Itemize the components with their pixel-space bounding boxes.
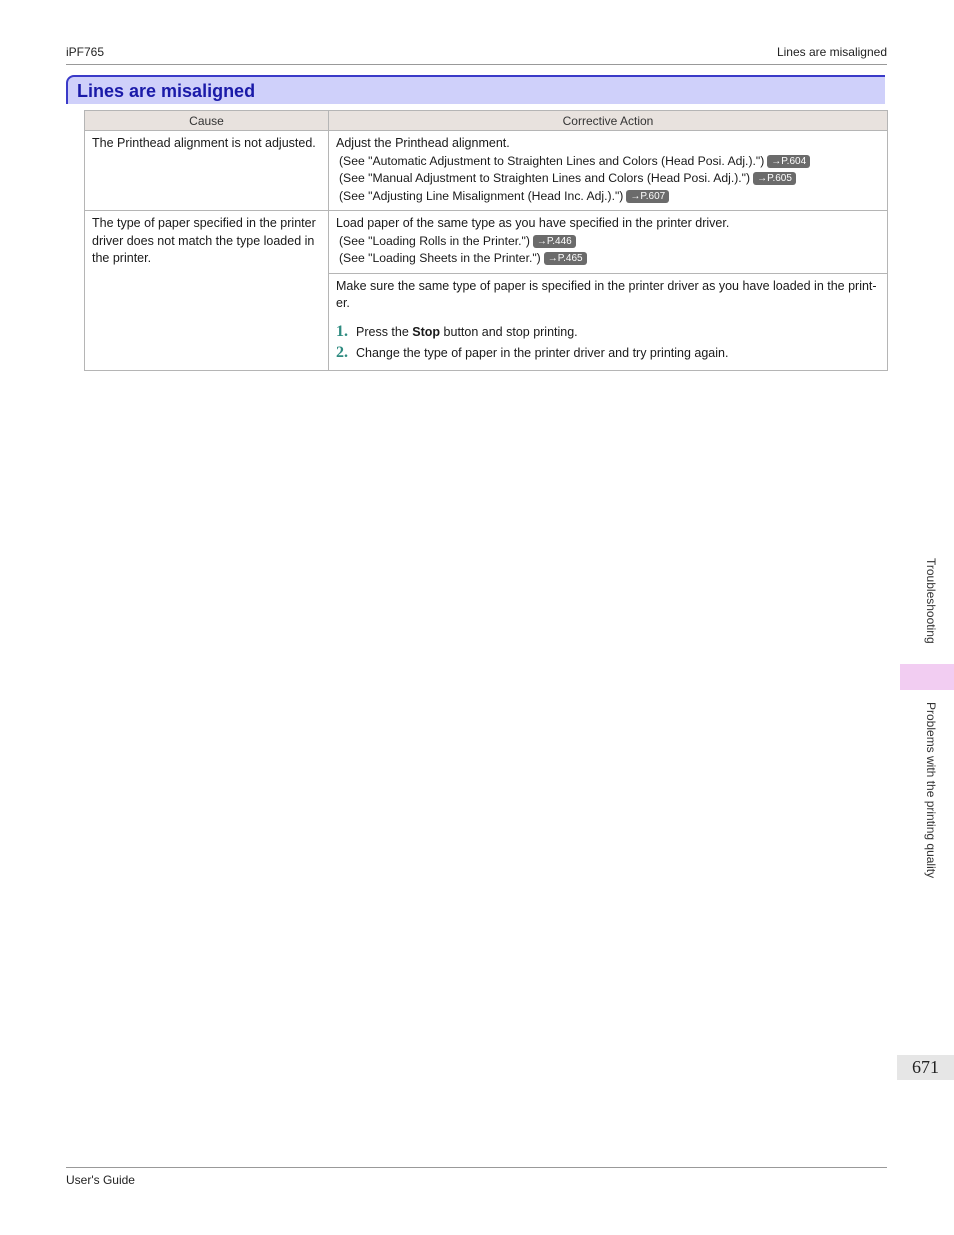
section-title: Lines are misaligned — [77, 81, 256, 101]
page-link[interactable]: →P.604 — [767, 155, 810, 168]
see-text: (See "Adjusting Line Misalignment (Head Inc. Adj.).") — [339, 188, 624, 203]
action-text: Make sure the same type of paper is specified in the printer driver as you have loaded in the print-er. — [336, 278, 877, 310]
see-reference — [336, 153, 880, 171]
header-product: iPF765 — [66, 45, 105, 59]
step-text-pre: Press the — [356, 324, 413, 339]
column-header-action: Corrective Action — [329, 111, 888, 131]
troubleshooting-table — [84, 110, 888, 371]
step-text-post: button and stop printing. — [440, 324, 578, 339]
table-header-row — [85, 111, 888, 131]
side-chapter-label: Troubleshooting — [924, 558, 938, 644]
header-section: Lines are misaligned — [776, 45, 887, 59]
side-section-label: Problems with the printing quality — [924, 702, 938, 879]
action-cell — [329, 273, 888, 370]
header-rule — [66, 64, 887, 65]
step-text: Change the type of paper in the printer driver and try printing again. — [356, 346, 729, 360]
page-link[interactable]: →P.607 — [626, 190, 669, 203]
page-link[interactable]: →P.446 — [533, 235, 576, 248]
action-text: Load paper of the same type as you have specified in the printer driver. — [336, 216, 730, 230]
footer-title: User's Guide — [66, 1173, 135, 1187]
step-item — [336, 323, 880, 342]
step-number: 2. — [336, 344, 348, 361]
see-text: (See "Automatic Adjustment to Straighten Lines and Colors (Head Posi. Adj.).") — [339, 153, 765, 168]
table-row — [85, 131, 888, 211]
see-reference — [336, 250, 880, 268]
action-cell — [329, 211, 888, 274]
stop-button-label: Stop — [412, 324, 441, 339]
page-link[interactable]: →P.605 — [753, 172, 796, 185]
section-title-bar — [66, 75, 885, 104]
see-text: (See "Loading Rolls in the Printer.") — [339, 233, 530, 248]
see-text: (See "Manual Adjustment to Straighten Lines and Colors (Head Posi. Adj.).") — [339, 171, 751, 185]
cause-cell: The type of paper specified in the printer driver does not match the type loaded in the printer. — [85, 211, 329, 371]
column-header-cause: Cause — [85, 111, 329, 131]
see-reference — [336, 188, 880, 206]
action-cell — [329, 131, 888, 211]
step-item — [336, 344, 880, 363]
step-number: 1. — [336, 322, 348, 340]
step-text — [356, 324, 578, 342]
page-number: 671 — [897, 1055, 954, 1080]
see-text: (See "Loading Sheets in the Printer.") — [339, 251, 541, 265]
side-tab-marker — [900, 664, 954, 690]
page-link[interactable]: →P.465 — [544, 252, 587, 265]
see-reference — [336, 233, 880, 251]
cause-cell: The Printhead alignment is not adjusted. — [85, 131, 329, 211]
action-text: Adjust the Printhead alignment. — [336, 136, 510, 150]
footer-rule — [66, 1167, 887, 1168]
see-reference — [336, 170, 880, 188]
table-row — [85, 211, 888, 274]
